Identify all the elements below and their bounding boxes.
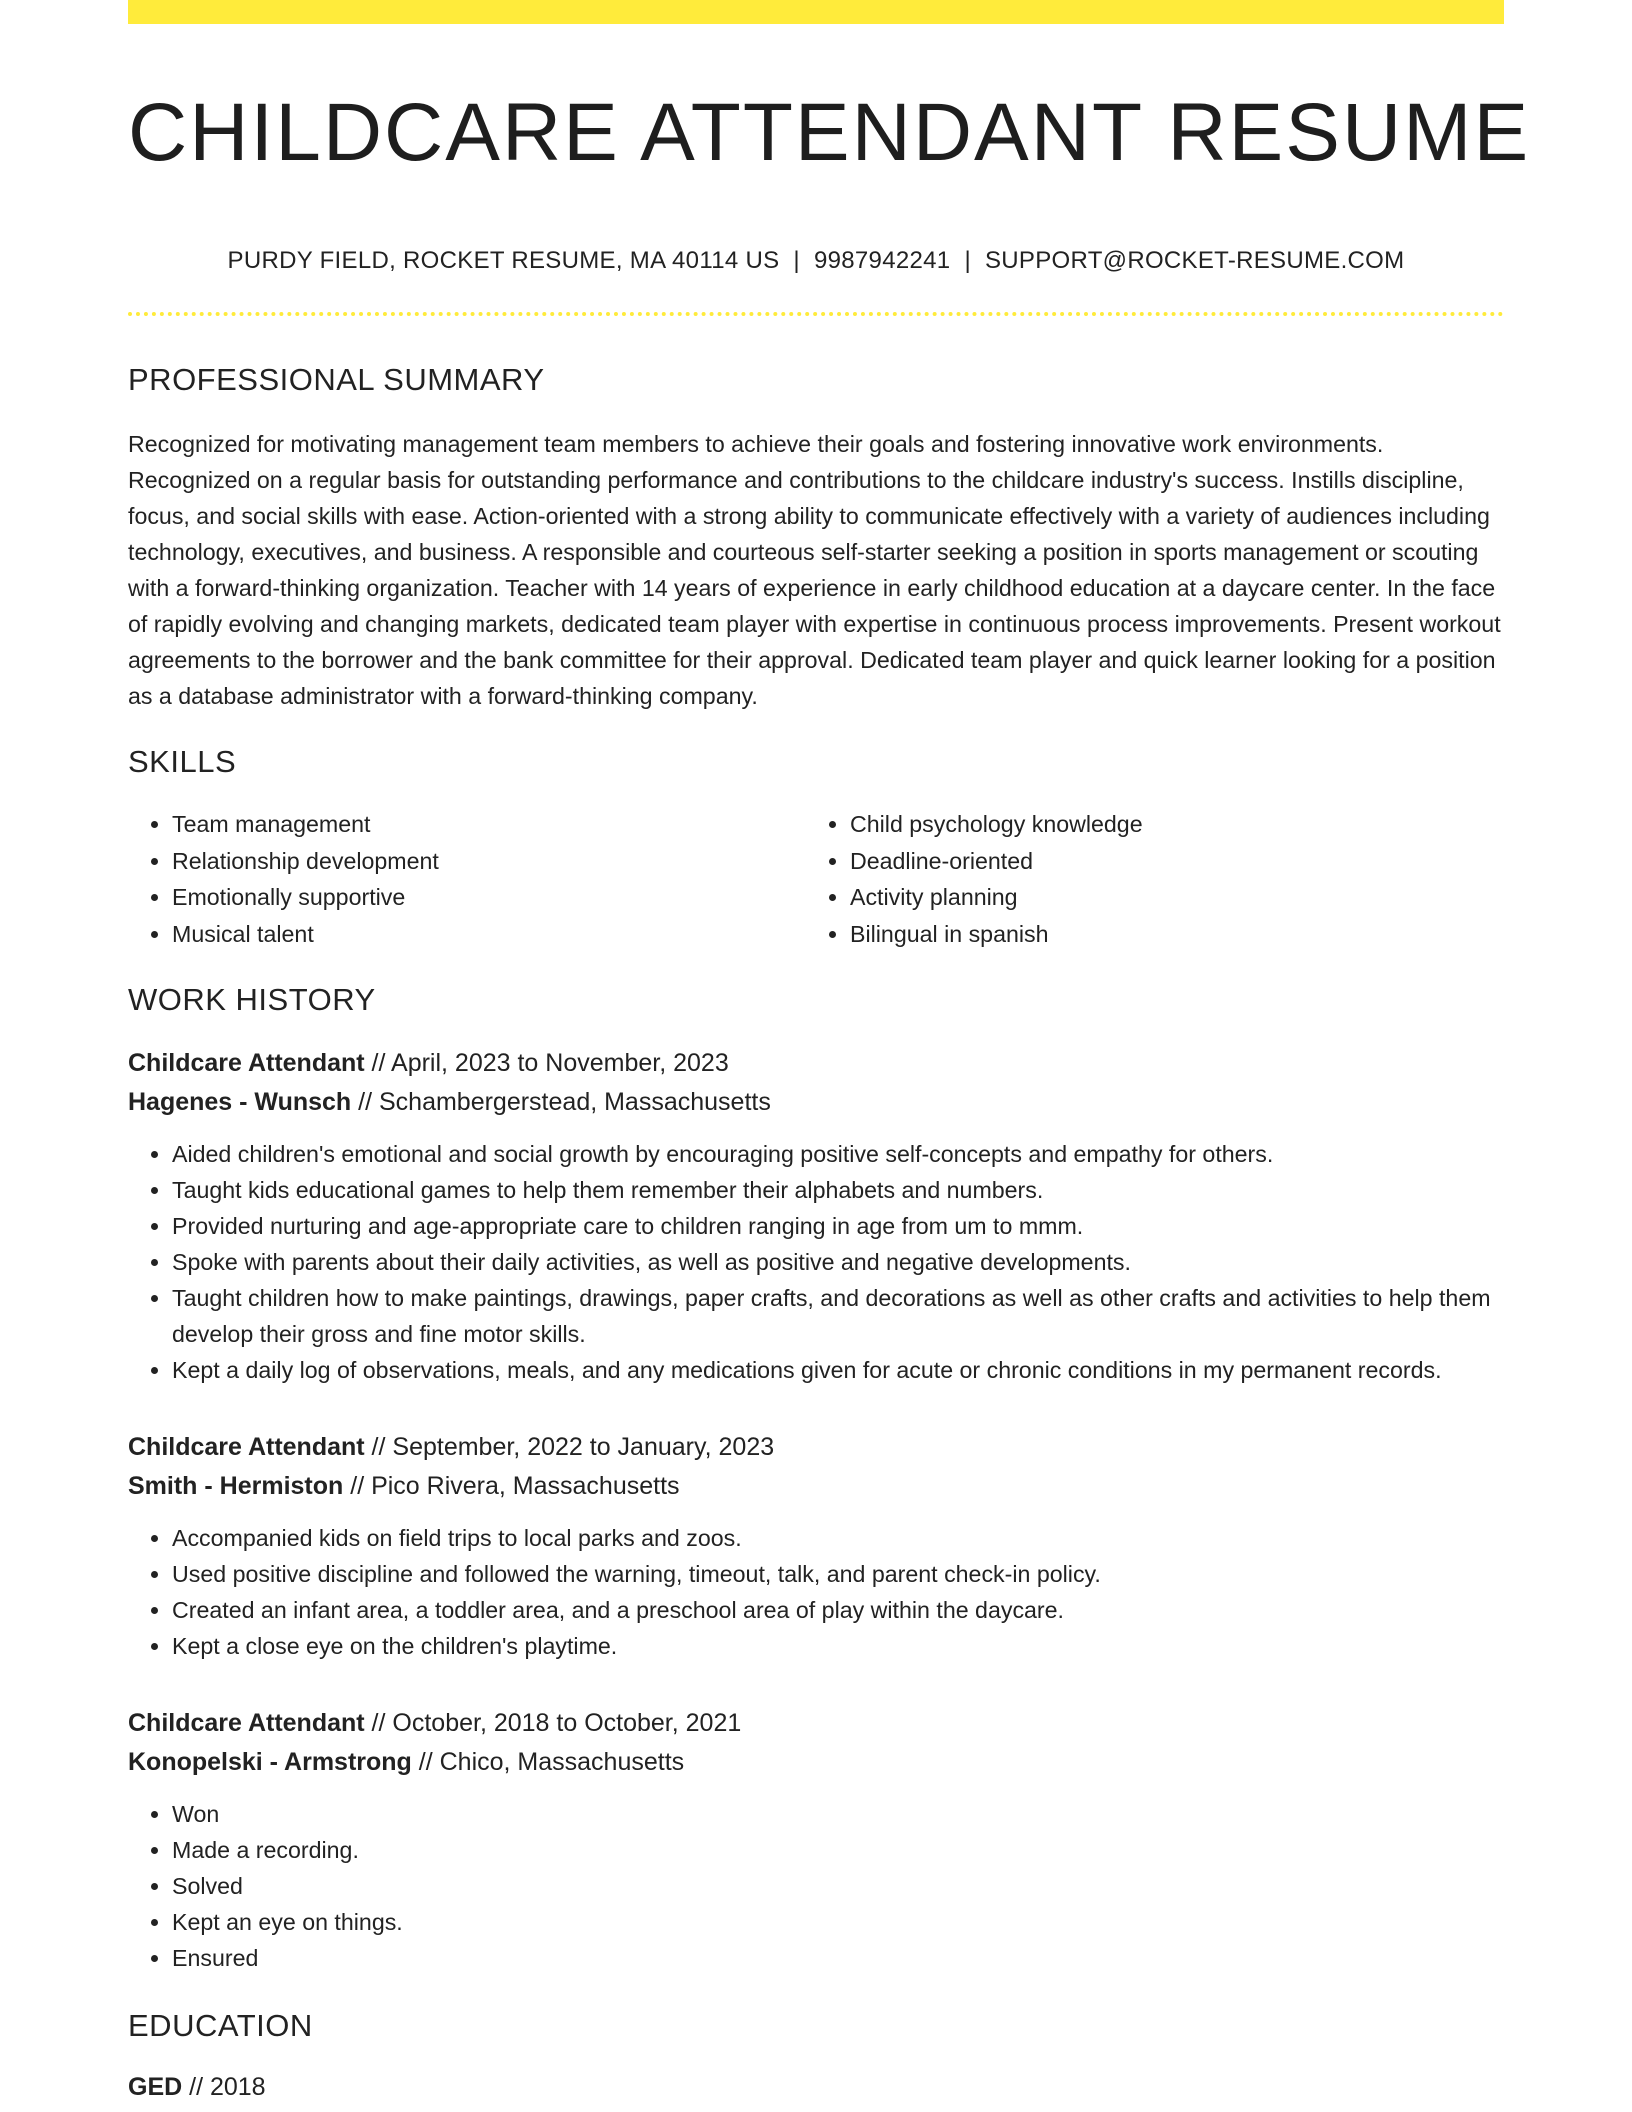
skills-list: [128, 806, 1504, 952]
job-location: // Chico, Massachusetts: [411, 1748, 685, 1777]
job-bullet: • Won: [172, 1796, 1504, 1832]
top-accent-bar: [128, 0, 1504, 24]
job-bullet: • Kept an eye on things.: [172, 1904, 1504, 1940]
contact-separator: |: [793, 247, 800, 275]
job-bullet: • Kept a close eye on the children's playtime.: [172, 1628, 1504, 1664]
job-bullet: • Accompanied kids on field trips to local parks and zoos.: [172, 1520, 1504, 1556]
contact-phone: 9987942241: [813, 247, 951, 275]
job-company: Smith - Hermiston: [128, 1472, 344, 1501]
job-bullet: • Provided nurturing and age-appropriate care to children ranging in age from um to mmm.: [172, 1208, 1504, 1244]
job-role: Childcare Attendant: [128, 1433, 365, 1462]
skill-item: • Deadline-oriented: [850, 843, 1484, 880]
skills-column-right: [806, 806, 1484, 952]
job-bullet: • Spoke with parents about their daily activities, as well as positive and negative developments.: [172, 1244, 1504, 1280]
job-company-line: [128, 1083, 1504, 1122]
job-entry: [128, 1428, 1504, 1664]
contact-line: [128, 246, 1504, 276]
education-year: // 2018: [182, 2073, 266, 2102]
skill-item: • Team management: [172, 806, 806, 843]
skill-item: • Activity planning: [850, 879, 1484, 916]
skill-item: • Musical talent: [172, 916, 806, 953]
job-bullet: • Taught children how to make paintings, drawings, paper crafts, and decorations as well as other crafts and activities to help them develop their gross and fine motor skills.: [172, 1280, 1504, 1352]
job-role-line: [128, 1704, 1504, 1743]
job-bullet: • Aided children's emotional and social growth by encouraging positive self-concepts and empathy for others.: [172, 1136, 1504, 1172]
skills-heading: SKILLS: [128, 744, 237, 780]
job-role-line: [128, 1044, 1504, 1083]
job-bullets: [128, 1796, 1504, 1976]
skills-column-left: [128, 806, 806, 952]
job-dates: // April, 2023 to November, 2023: [364, 1049, 729, 1078]
job-location: // Schambergerstead, Massachusetts: [351, 1088, 771, 1117]
job-role: Childcare Attendant: [128, 1049, 365, 1078]
job-bullet: • Created an infant area, a toddler area, and a preschool area of play within the daycare.: [172, 1592, 1504, 1628]
skill-item: • Child psychology knowledge: [850, 806, 1484, 843]
skill-item: • Bilingual in spanish: [850, 916, 1484, 953]
job-bullet: • Kept a daily log of observations, meals, and any medications given for acute or chronic conditions in my permanent records.: [172, 1352, 1504, 1388]
job-bullets: [128, 1136, 1504, 1388]
job-role-line: [128, 1428, 1504, 1467]
job-company: Konopelski - Armstrong: [128, 1748, 412, 1777]
resume-title: CHILDCARE ATTENDANT RESUME: [128, 87, 1531, 178]
job-bullets: [128, 1520, 1504, 1664]
contact-separator: |: [964, 247, 971, 275]
job-bullet: • Used positive discipline and followed the warning, timeout, talk, and parent check-in policy.: [172, 1556, 1504, 1592]
job-dates: // October, 2018 to October, 2021: [364, 1709, 742, 1738]
job-company-line: [128, 1467, 1504, 1506]
skill-item: • Emotionally supportive: [172, 879, 806, 916]
summary-heading: PROFESSIONAL SUMMARY: [128, 362, 545, 398]
job-entry: [128, 1044, 1504, 1388]
education-entry: [128, 2068, 1504, 2107]
summary-text: Recognized for motivating management team members to achieve their goals and fostering innovative work environments. Recognized on a regular basis for outstanding performance and contributions to the childcare industry's success. Instills discipline, focus, and social skills with ease. Action-oriented with a strong ability to communicate effectively with a variety of audiences including technology, executives, and business. A responsible and courteous self-starter seeking a position in sports management or scouting with a forward-thinking organization. Teacher with 14 years of experience in early childhood education at a daycare center. In the face of rapidly evolving and changing markets, dedicated team player with expertise in continuous process improvements. Present workout agreements to the borrower and the bank committee for their approval. Dedicated team player and quick learner looking for a position as a database administrator with a forward-thinking company.: [128, 431, 1501, 710]
resume-page: [128, 0, 1531, 2107]
dotted-divider: [128, 312, 1504, 316]
education-heading: EDUCATION: [128, 2008, 313, 2044]
job-bullet: • Taught kids educational games to help them remember their alphabets and numbers.: [172, 1172, 1504, 1208]
job-bullet: • Solved: [172, 1868, 1504, 1904]
job-location: // Pico Rivera, Massachusetts: [343, 1472, 680, 1501]
job-company: Hagenes - Wunsch: [128, 1088, 352, 1117]
job-dates: // September, 2022 to January, 2023: [364, 1433, 775, 1462]
job-role: Childcare Attendant: [128, 1709, 365, 1738]
job-company-line: [128, 1743, 1504, 1782]
contact-address: PURDY FIELD, ROCKET RESUME, MA 40114 US: [227, 247, 780, 275]
education-degree: GED: [128, 2073, 183, 2102]
job-bullet: • Made a recording.: [172, 1832, 1504, 1868]
job-entry: [128, 1704, 1504, 1976]
contact-email: SUPPORT@ROCKET-RESUME.COM: [984, 247, 1405, 275]
skill-item: • Relationship development: [172, 843, 806, 880]
job-bullet: • Ensured: [172, 1940, 1504, 1976]
work-history-heading: WORK HISTORY: [128, 982, 376, 1018]
